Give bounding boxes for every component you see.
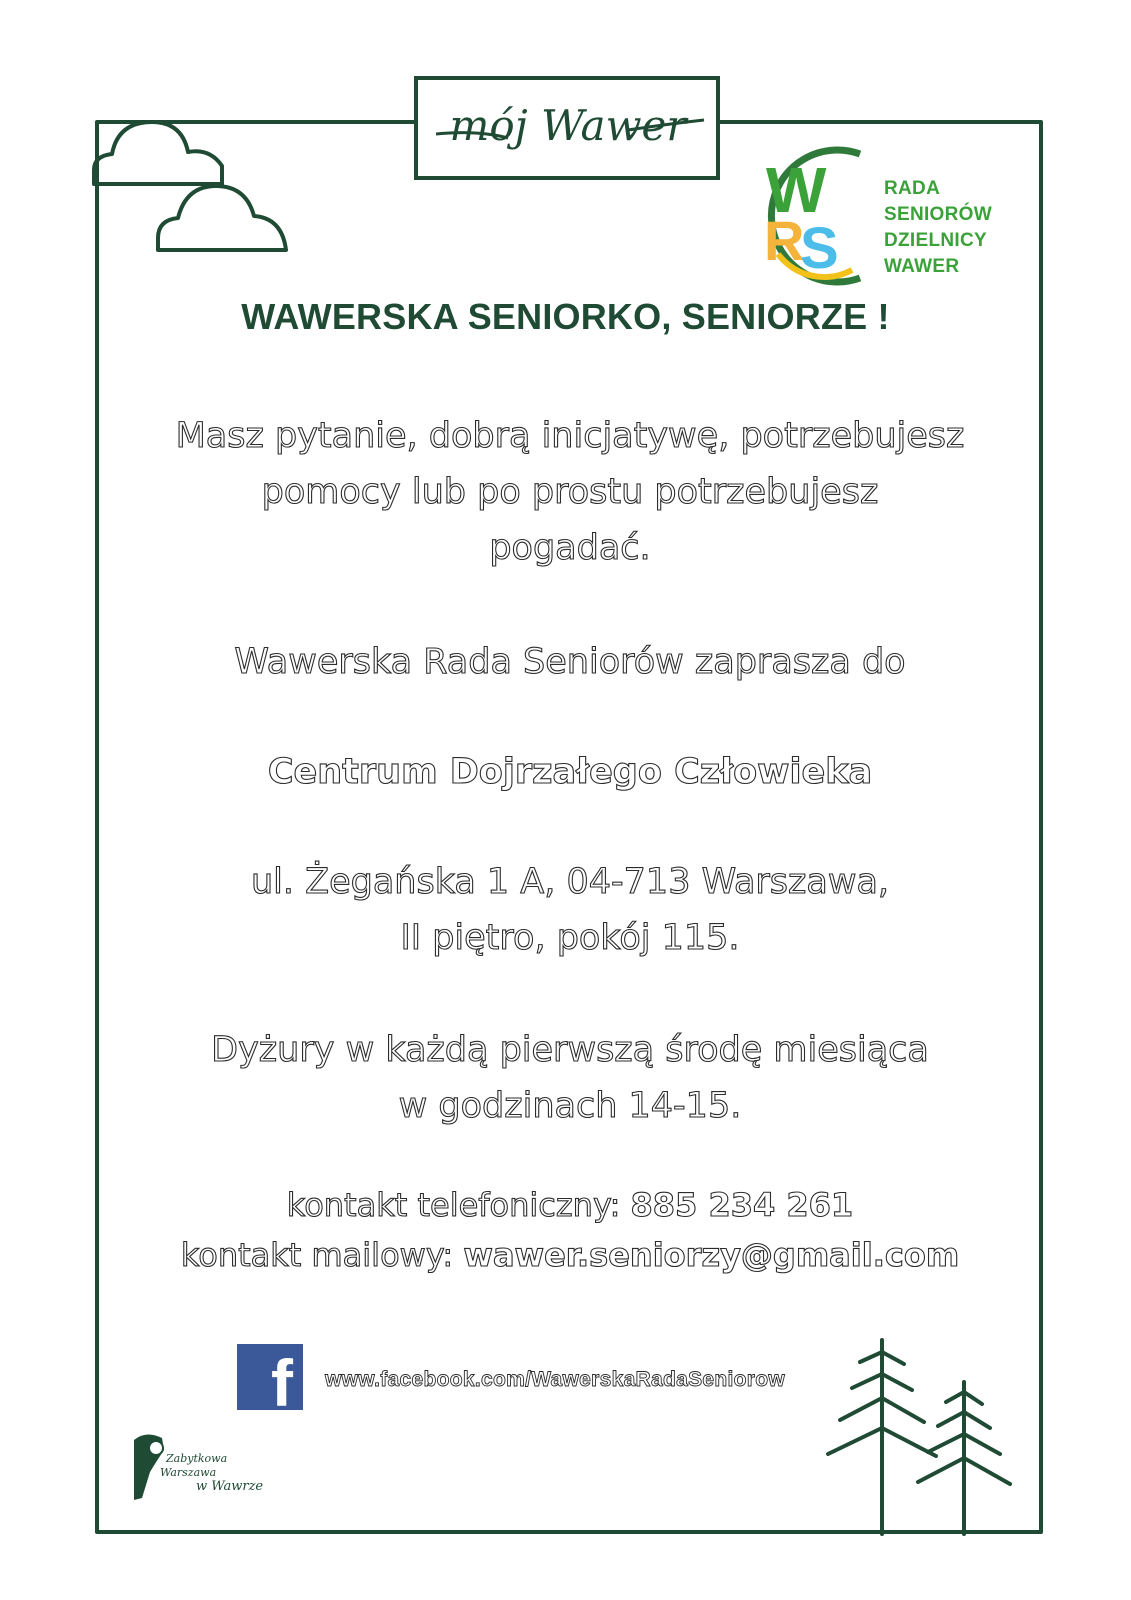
logo-letter-r: R bbox=[764, 209, 805, 272]
clouds-illustration bbox=[88, 114, 298, 260]
mail-contact bbox=[110, 1230, 1030, 1280]
moj-wawer-logo bbox=[414, 76, 720, 180]
brand-mark: mój Wawer bbox=[449, 101, 687, 150]
mail-label: kontakt mailowy: bbox=[180, 1236, 454, 1274]
logo-letter-s: S bbox=[800, 216, 839, 281]
venue-name: Centrum Dojrzałego Człowieka bbox=[267, 752, 873, 792]
facebook-letter: f bbox=[271, 1346, 293, 1420]
email-link[interactable]: wawer.seniorzy@gmail.com bbox=[463, 1236, 960, 1274]
facebook-link[interactable]: www.facebook.com/WawerskaRadaSeniorow bbox=[325, 1368, 786, 1391]
address-line: ul. Żegańska 1 A, 04-713 Warszawa, bbox=[250, 862, 890, 902]
logo-letter-w: W bbox=[766, 154, 827, 226]
intro-line: pogadać. bbox=[489, 528, 651, 568]
phone-label: kontakt telefoniczny: bbox=[286, 1186, 621, 1224]
intro-paragraph bbox=[110, 408, 1030, 576]
logo-line: SENIORÓW bbox=[884, 204, 992, 225]
headline: WAWERSKA SENIORKO, SENIORZE ! bbox=[241, 296, 890, 337]
svg-text:Zabytkowa: Zabytkowa bbox=[166, 1452, 228, 1465]
logo-line: RADA bbox=[884, 178, 941, 199]
office-hours bbox=[110, 1022, 1030, 1134]
invite-text: Wawerska Rada Seniorów zaprasza do bbox=[234, 642, 906, 682]
svg-text:w Wawrze: w Wawrze bbox=[196, 1479, 264, 1494]
svg-text:Warszawa: Warszawa bbox=[160, 1466, 217, 1479]
logo-line: WAWER bbox=[884, 256, 960, 277]
logo-line: DZIELNICY bbox=[884, 230, 987, 251]
trees-illustration bbox=[820, 1340, 1020, 1540]
zabytkowa-warszawa-logo bbox=[120, 1428, 264, 1512]
address-line: II piętro, pokój 115. bbox=[400, 918, 740, 958]
rada-seniorow-text bbox=[884, 176, 992, 280]
facebook-icon[interactable] bbox=[237, 1344, 303, 1420]
address bbox=[110, 854, 1030, 966]
intro-line: Masz pytanie, dobrą inicjatywę, potrzebujesz bbox=[175, 416, 965, 456]
intro-line: pomocy lub po prostu potrzebujesz bbox=[261, 472, 879, 512]
phone-contact bbox=[110, 1180, 1030, 1230]
contact-block bbox=[110, 1180, 1030, 1280]
hours-line: w godzinach 14-15. bbox=[398, 1086, 742, 1126]
hours-line: Dyżury w każdą pierwszą środę miesiąca bbox=[211, 1030, 929, 1070]
phone-number[interactable]: 885 234 261 bbox=[630, 1186, 854, 1224]
